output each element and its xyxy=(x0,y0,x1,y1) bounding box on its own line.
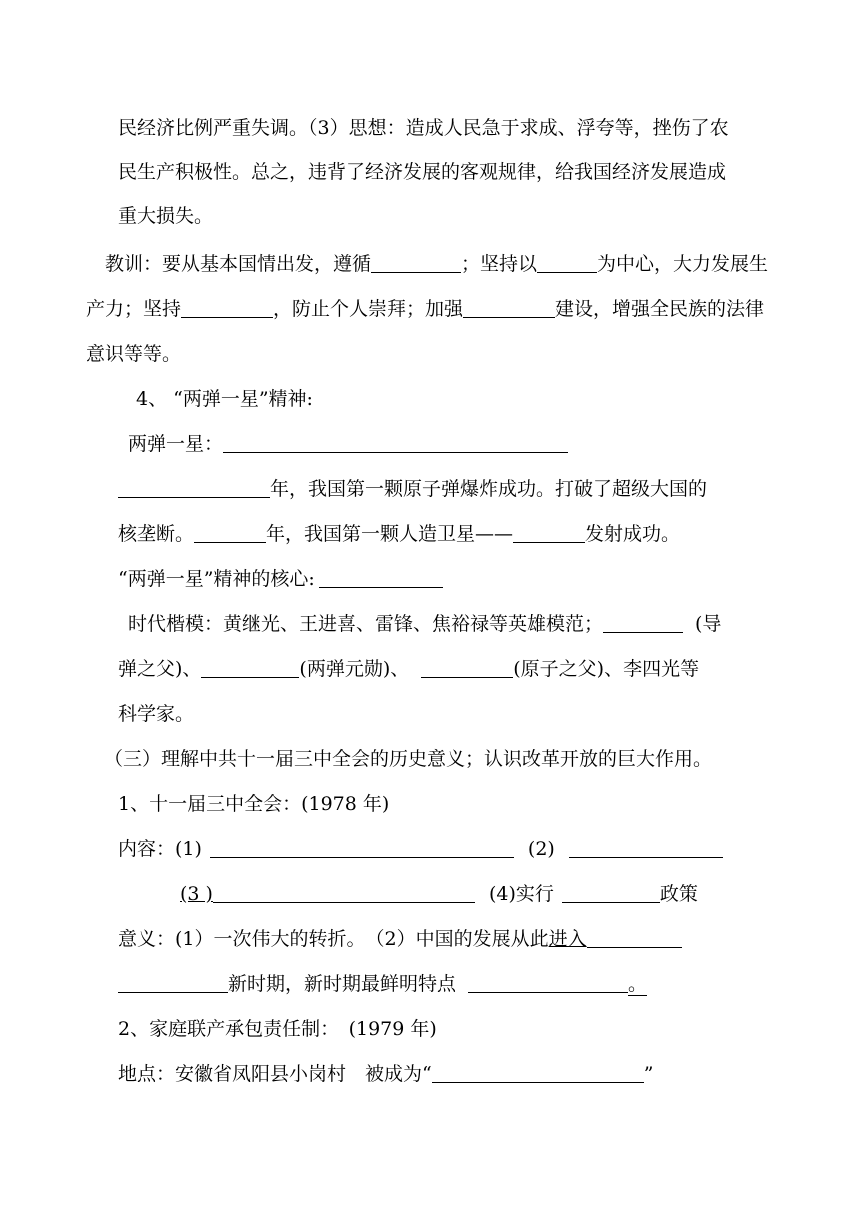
blank xyxy=(319,567,443,588)
blank xyxy=(371,252,461,273)
lesson-line-2: 产力；坚持 ，防止个人崇拜；加强 建设，增强全民族的法律 xyxy=(86,298,765,320)
blank xyxy=(201,657,299,678)
blank xyxy=(432,1062,644,1083)
blank xyxy=(513,522,585,543)
two-bombs-definition: 两弹一星： xyxy=(128,430,568,458)
blank xyxy=(587,927,682,948)
blank xyxy=(562,882,660,903)
role-model-line-3: 科学家。 xyxy=(118,703,195,725)
blank xyxy=(537,252,597,273)
blank xyxy=(194,522,266,543)
plenum-subheading: 1、十一届三中全会：(1978 年) xyxy=(118,793,390,815)
place-line: 地点：安徽省凤阳县小岗村 被成为“ ” xyxy=(118,1063,654,1085)
blank xyxy=(603,612,683,633)
blank xyxy=(421,657,513,678)
spirit-core-line: “两弹一星”精神的核心: xyxy=(118,565,443,593)
lesson-line-1: 教训：要从基本国情出发，遵循 ；坚持以 为中心，大力发展生 xyxy=(105,253,769,275)
text-line-2: 民生产积极性。总之，违背了经济发展的客观规律，给我国经济发展造成 xyxy=(118,161,727,183)
new-period-line: 新时期，新时期最鲜明特点 。 xyxy=(118,970,647,998)
blank xyxy=(463,297,555,318)
blank xyxy=(118,477,270,498)
meaning-line: 意义：(1）一次伟大的转折。 （2）中国的发展从此进入 xyxy=(118,925,682,953)
content-line-2: (3 ) (4)实行 政策 xyxy=(180,883,698,905)
blank xyxy=(118,972,228,993)
satellite-line: 核垄断。 年，我国第一颗人造卫星—— 发射成功。 xyxy=(118,523,681,545)
section4-heading: 4、 “两弹一星”精神: xyxy=(136,388,313,410)
blank xyxy=(223,432,568,453)
content-line-1: 内容：(1) (2) xyxy=(118,835,723,863)
text-line-3: 重大损失。 xyxy=(118,205,214,227)
blank xyxy=(468,972,628,993)
blank xyxy=(569,837,723,858)
bomb-year-line: 年，我国第一颗原子弹爆炸成功。打破了超级大国的 xyxy=(118,475,707,503)
role-model-line-2: 弹之父)、 (两弹元勋)、 (原子之父)、李四光等 xyxy=(118,658,700,680)
lesson-line-3: 意识等等。 xyxy=(86,343,182,365)
blank xyxy=(213,882,475,903)
responsibility-system-subheading: 2、家庭联产承包责任制： (1979 年) xyxy=(118,1018,437,1040)
blank xyxy=(210,837,514,858)
text-line-1: 民经济比例严重失调。（3）思想：造成人民急于求成、浮夸等，挫伤了农 xyxy=(118,117,729,139)
blank xyxy=(181,297,273,318)
section3-heading: （三）理解中共十一届三中全会的历史意义；认识改革开放的巨大作用。 xyxy=(104,748,713,770)
role-model-line-1: 时代楷模：黄继光、王进喜、雷锋、焦裕禄等英雄模范； (导 xyxy=(128,613,722,635)
